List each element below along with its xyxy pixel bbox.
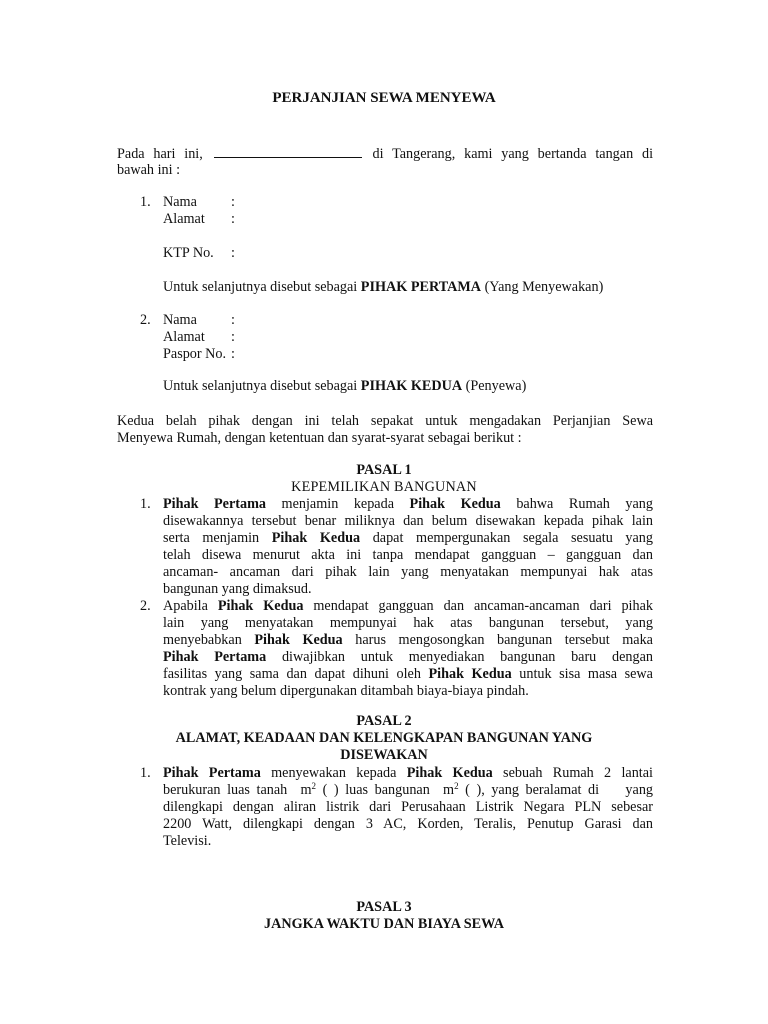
text-segment: disewakannya tersebut benar miliknya dan belum disewakan kepada pihak lain (163, 513, 653, 529)
party-1-number: 1. (140, 194, 151, 210)
text-line (163, 564, 653, 581)
text-segment: ancaman- ancaman dari pihak lain yang menyatakan mempunyai hak atas (163, 564, 653, 580)
bold-term: Pihak Kedua (271, 530, 361, 546)
pasal-1-item-2-number: 2. (140, 598, 151, 614)
text-segment: fasilitas yang sama dan dapat dihuni oleh (163, 666, 429, 682)
bold-term: Pihak Kedua (406, 765, 493, 781)
text-line (163, 547, 653, 564)
party-2-note-prefix: Untuk selanjutnya disebut sebagai (163, 378, 358, 394)
text-segment: menyebabkan (163, 632, 255, 648)
intro-text-start: Pada hari ini, (117, 146, 203, 162)
text-line (163, 530, 653, 547)
text-segment: harus mengosongkan bangunan tersebut maka (342, 632, 653, 648)
text-line (163, 496, 653, 513)
party-1-name-label: Nama (163, 194, 197, 210)
pasal-2-subheading-line-2: DISEWAKAN (340, 747, 428, 763)
party-1-role-desc: (Yang Menyewakan) (484, 279, 604, 295)
party-2-address-label: Alamat (163, 329, 205, 345)
text-segment: Apabila (163, 598, 218, 614)
text-segment: Televisi. (163, 833, 212, 849)
text-line (163, 615, 653, 632)
intro-text-end: di Tangerang, kami yang bertanda tangan di (372, 146, 654, 162)
text-segment: ( ) luas bangunan m (316, 782, 455, 798)
bold-term: Pihak Pertama (163, 496, 267, 512)
party-2-role-name: PIHAK KEDUA (360, 378, 463, 394)
bold-term: Pihak Pertama (163, 765, 261, 781)
text-segment: berukuran luas tanah m (163, 782, 312, 798)
intro-line-1 (117, 145, 653, 163)
text-segment: bahwa Rumah yang (500, 496, 653, 512)
party-2-role-desc: (Penyewa) (465, 378, 527, 394)
pasal-1-subheading: KEPEMILIKAN BANGUNAN (291, 479, 477, 495)
text-segment: dapat mempergunakan segala sesuatu yang (360, 530, 653, 546)
superscript: 2 (311, 781, 316, 791)
text-segment: diwajibkan untuk menyediakan bangunan baru dengan (266, 649, 653, 665)
party-1-name-colon: : (231, 194, 235, 210)
party-1-role-name: PIHAK PERTAMA (360, 279, 482, 295)
agreement-line-1: Kedua belah pihak dengan ini telah sepakat untuk mengadakan Perjanjian Sewa (117, 413, 653, 429)
pasal-2-subheading-line-1: ALAMAT, KEADAAN DAN KELENGKAPAN BANGUNAN YANG (175, 730, 593, 746)
text-segment: 2200 Watt, dilengkapi dengan 3 AC, Korden, Teralis, Penutup Garasi dan (163, 816, 653, 832)
party-1-ktp-label: KTP No. (163, 245, 214, 261)
party-1-note-prefix: Untuk selanjutnya disebut sebagai (163, 279, 358, 295)
text-segment: telah disewa menurut akta ini tanpa mendapat gangguan – gangguan dan (163, 547, 653, 563)
text-line (163, 649, 653, 666)
text-line (163, 816, 653, 833)
party-2-number: 2. (140, 312, 151, 328)
text-segment: kontrak yang belum dipergunakan ditambah biaya-biaya pindah. (163, 683, 529, 699)
bold-term: Pihak Kedua (409, 496, 501, 512)
pasal-1-item-2-text (163, 598, 653, 700)
text-segment: lain yang menyatakan mempunyai hak atas bangunan tersebut, yang (163, 615, 653, 631)
party-2-passport-colon: : (231, 346, 235, 362)
party-1-note (163, 279, 603, 296)
text-line (163, 799, 653, 816)
text-segment: bangunan yang dimaksud. (163, 581, 312, 597)
text-line (163, 513, 653, 530)
party-2-name-label: Nama (163, 312, 197, 328)
text-segment: untuk sisa masa sewa (511, 666, 653, 682)
party-1-ktp-colon: : (231, 245, 235, 261)
text-segment: ( ), yang beralamat di yang (458, 782, 654, 798)
bold-term: Pihak Kedua (254, 632, 343, 648)
text-segment: menyewakan kepada (260, 765, 407, 781)
pasal-1-item-1-text (163, 496, 653, 598)
pasal-1-heading: PASAL 1 (356, 462, 412, 478)
superscript: 2 (454, 781, 459, 791)
intro-line-2: bawah ini : (117, 162, 181, 178)
text-line (163, 666, 653, 683)
bold-term: Pihak Kedua (428, 666, 512, 682)
pasal-2-heading: PASAL 2 (356, 713, 412, 729)
date-blank-line (214, 145, 362, 158)
pasal-3-subheading: JANGKA WAKTU DAN BIAYA SEWA (264, 916, 504, 932)
party-1-address-colon: : (231, 211, 235, 227)
party-1-address-label: Alamat (163, 211, 205, 227)
party-2-address-colon: : (231, 329, 235, 345)
pasal-3-heading: PASAL 3 (356, 899, 412, 915)
pasal-1-item-1-number: 1. (140, 496, 151, 512)
text-segment: serta menjamin (163, 530, 272, 546)
text-line (163, 581, 653, 598)
document-title: PERJANJIAN SEWA MENYEWA (272, 90, 496, 106)
text-line (163, 632, 653, 649)
party-2-name-colon: : (231, 312, 235, 328)
party-2-passport-label: Paspor No. (163, 346, 227, 362)
party-2-note (163, 378, 526, 395)
text-segment: sebuah Rumah 2 lantai (492, 765, 653, 781)
pasal-2-item-1-number: 1. (140, 765, 151, 781)
text-line (163, 598, 653, 615)
bold-term: Pihak Pertama (163, 649, 267, 665)
pasal-2-item-1-text (163, 765, 653, 850)
text-line (163, 833, 653, 850)
text-segment: dilengkapi dengan aliran listrik dari Perusahaan Listrik Negara PLN sebesar (163, 799, 653, 815)
text-segment: menjamin kepada (266, 496, 410, 512)
text-line (163, 782, 653, 799)
bold-term: Pihak Kedua (217, 598, 304, 614)
text-segment: mendapat gangguan dan ancaman-ancaman dari pihak (303, 598, 653, 614)
agreement-line-2: Menyewa Rumah, dengan ketentuan dan syarat-syarat sebagai berikut : (117, 430, 522, 446)
text-line (163, 683, 653, 700)
text-line (163, 765, 653, 782)
